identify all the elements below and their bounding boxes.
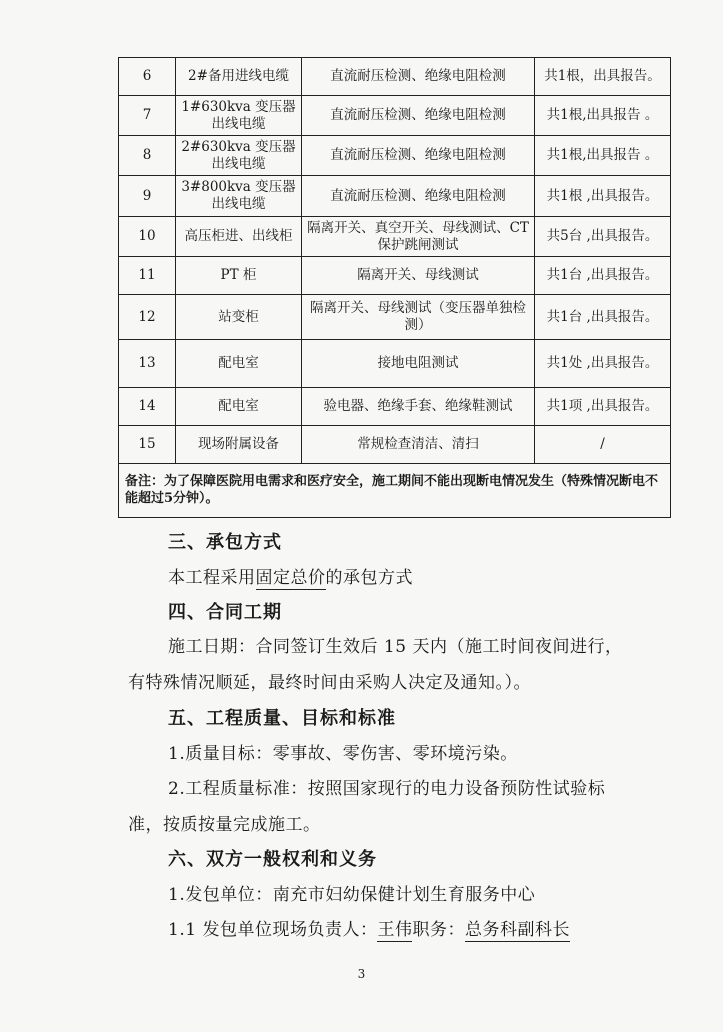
row-number-cell: 14 [119,388,176,426]
row-number-cell: 8 [119,136,176,176]
equipment-name-cell: 3#800kva 变压器出线电缆 [176,176,302,217]
section-6-title: 六、双方一般权利和义务 [168,849,377,870]
equipment-name-cell: 2#630kva 变压器出线电缆 [176,136,302,176]
quantity-report-cell: 共1项 ,出具报告。 [535,388,671,426]
quantity-report-cell: 共1根 ,出具报告。 [535,176,671,217]
test-item-cell: 隔离开关、母线测试 [302,257,535,295]
section-5-paragraph-2-line2: 准，按质按量完成施工。 [128,815,321,835]
equipment-name-cell: 高压柜进、出线柜 [176,217,302,257]
section-5-title: 五、工程质量、目标和标准 [168,708,396,729]
section-6-paragraph-1: 1.发包单位：南充市妇幼保健计划生育服务中心 [168,885,536,905]
test-item-cell: 直流耐压检测、绝缘电阻检测 [302,96,535,136]
table-row [119,257,671,295]
section-3-paragraph [168,563,413,588]
row-number-cell: 15 [119,426,176,464]
test-item-cell: 直流耐压检测、绝缘电阻检测 [302,58,535,96]
section-5-paragraph-2-line1: 2.工程质量标准：按照国家现行的电力设备预防性试验标 [168,779,606,799]
row-number-cell: 6 [119,58,176,96]
test-item-cell: 直流耐压检测、绝缘电阻检测 [302,176,535,217]
page-number: 3 [357,967,366,981]
row-number-cell: 10 [119,217,176,257]
equipment-name-cell: 配电室 [176,340,302,388]
equipment-name-cell: PT 柜 [176,257,302,295]
test-item-cell: 直流耐压检测、绝缘电阻检测 [302,136,535,176]
quantity-report-cell: 共1根,出具报告 。 [535,96,671,136]
section-4-paragraph-line2: 有特殊情况顺延，最终时间由采购人决定及通知。）。 [128,673,531,693]
site-manager-label: 1.1 发包单位现场负责人： [168,920,378,940]
work-items-table [118,57,671,518]
test-item-cell: 常规检查清洁、清扫 [302,426,535,464]
contract-method-suffix: 的承包方式 [325,568,413,588]
table-row [119,217,671,257]
test-item-cell: 接地电阻测试 [302,340,535,388]
row-number-cell: 11 [119,257,176,295]
note-row [119,464,671,518]
row-number-cell: 12 [119,295,176,340]
row-number-cell: 9 [119,176,176,217]
table-row [119,340,671,388]
equipment-name-cell: 2#备用进线电缆 [176,58,302,96]
position-value: 总务科副科长 [464,920,570,940]
section-4-paragraph-line1: 施工日期：合同签订生效后 15 天内（施工时间夜间进行， [168,637,623,657]
equipment-name-cell: 配电室 [176,388,302,426]
table-row [119,58,671,96]
section-5-paragraph-1: 1.质量目标：零事故、零伤害、零环境污染。 [168,744,518,764]
table-row [119,295,671,340]
position-label: 职务： [412,920,465,940]
table-row [119,96,671,136]
table-row [119,176,671,217]
contract-method-value: 固定总价 [255,568,326,588]
quantity-report-cell: 共1根,出具报告 。 [535,136,671,176]
test-item-cell: 验电器、绝缘手套、绝缘鞋测试 [302,388,535,426]
equipment-name-cell: 站变柜 [176,295,302,340]
note-cell: 备注：为了保障医院用电需求和医疗安全，施工期间不能出现断电情况发生（特殊情况断电不能超过5分钟）。 [119,464,671,518]
section-4-title: 四、合同工期 [168,602,282,623]
quantity-report-cell: / [535,426,671,464]
quantity-report-cell: 共5台 ,出具报告。 [535,217,671,257]
row-number-cell: 13 [119,340,176,388]
table-row [119,426,671,464]
test-item-cell: 隔离开关、真空开关、母线测试、CT保护跳闸测试 [302,217,535,257]
contract-method-prefix: 本工程采用 [168,568,256,588]
table-row [119,136,671,176]
quantity-report-cell: 共1根，出具报告。 [535,58,671,96]
equipment-name-cell: 1#630kva 变压器出线电缆 [176,96,302,136]
section-3-title: 三、承包方式 [168,532,282,553]
equipment-name-cell: 现场附属设备 [176,426,302,464]
quantity-report-cell: 共1处 ,出具报告。 [535,340,671,388]
section-6-paragraph-2 [168,915,570,940]
row-number-cell: 7 [119,96,176,136]
quantity-report-cell: 共1台 ,出具报告。 [535,257,671,295]
test-item-cell: 隔离开关、母线测试（变压器单独检测） [302,295,535,340]
site-manager-name: 王伟 [377,920,413,940]
quantity-report-cell: 共1台 ,出具报告。 [535,295,671,340]
table-row [119,388,671,426]
